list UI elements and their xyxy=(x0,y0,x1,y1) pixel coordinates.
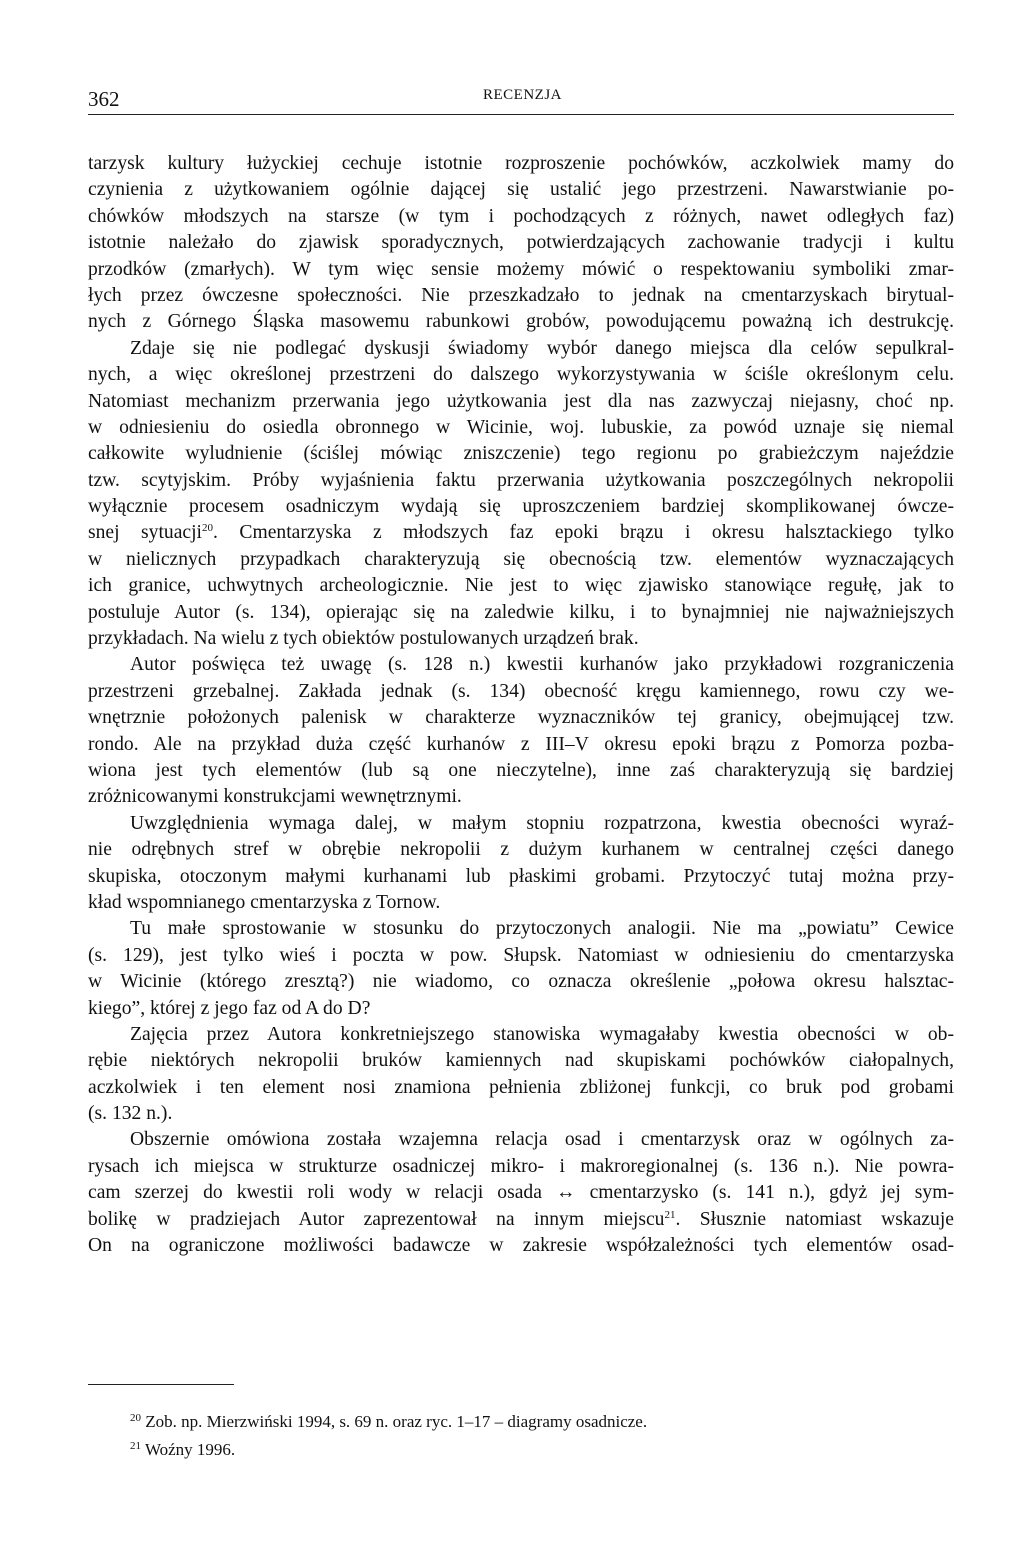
text-line: Zajęcia przez Autora konkretniejszego stanowiska wymagałaby kwestia obecności w ob- xyxy=(130,1023,954,1045)
text-line: w Wicinie (którego zresztą?) nie wiadomo, co oznacza określenie „połowa okresu halsztac- xyxy=(88,971,954,993)
text-line: rondo. Ale na przykład duża część kurhanów z III–V okresu epoki brązu z Pomorza pozba- xyxy=(88,733,954,755)
text-line: całkowite wyludnienie (ściślej mówiąc zniszczenie) tego regionu po grabieżczym najeździe xyxy=(88,443,954,465)
footnote-text: Woźny 1996. xyxy=(141,1440,236,1459)
body-text xyxy=(88,151,954,1259)
text-line: nie odrębnych stref w obrębie nekropolii z dużym kurhanem w centralnej części danego xyxy=(88,839,954,861)
footnote-number: 21 xyxy=(130,1440,141,1452)
text-line: zróżnicowanymi konstrukcjami wewnętrznymi. xyxy=(88,786,462,808)
text-line: snej sytuacji$^{20}$. Cmentarzyska z młodszych faz epoki brązu i okresu halsztackiego tylko xyxy=(88,522,954,544)
text-line: nych, a więc określonej przestrzeni do dalszego wykorzystywania w ściśle określonym celu. xyxy=(88,364,954,386)
text-line: wnętrznie położonych palenisk w charakterze wyznaczników tej granicy, obejmującej tzw. xyxy=(88,707,954,729)
text-line: (s. 132 n.). xyxy=(88,1103,173,1125)
text-line: aczkolwiek i ten element nosi znamiona pełnienia zbliżonej funkcji, co bruk pod grobami xyxy=(88,1076,954,1098)
text-line: skupiska, otoczonym małymi kurhanami lub płaskimi grobami. Przytoczyć tutaj można przy- xyxy=(88,865,954,887)
text-line: (s. 129), jest tylko wieś i poczta w pow. Słupsk. Natomiast w odniesieniu do cmentarzyska xyxy=(88,944,954,966)
text-line: w odniesieniu do osiedla obronnego w Wicinie, woj. lubuskie, za powód uznaje się niemal xyxy=(88,416,954,438)
text-line: Uwzględnienia wymaga dalej, w małym stopniu rozpatrzona, kwestia obecności wyraź- xyxy=(130,812,954,834)
text-line: w nielicznych przypadkach charakteryzują się obecnością tzw. elementów wyznaczających xyxy=(88,548,954,570)
text-line: chówków młodszych na starsze (w tym i pochodzących z różnych, nawet odległych faz) xyxy=(88,205,954,227)
footnotes xyxy=(88,1408,954,1464)
text-line: tzw. scytyjskim. Próby wyjaśnienia faktu przerwania użytkowania poszczególnych nekropolii xyxy=(88,469,954,491)
text-line: Tu małe sprostowanie w stosunku do przytoczonych analogii. Nie ma „powiatu” Cewice xyxy=(130,918,954,940)
text-line: Natomiast mechanizm przerwania jego użytkowania jest dla nas zazwyczaj niejasny, choć np. xyxy=(88,390,954,412)
footnote-separator xyxy=(88,1384,234,1385)
text-line: ich granice, uchwytnych archeologicznie. Nie jest to więc zjawisko stanowiące regułę, jak to xyxy=(88,575,954,597)
footnote-number: 20 xyxy=(130,1412,141,1424)
text-line: cam szerzej do kwestii roli wody w relacji osada ↔ cmentarzysko (s. 141 n.), gdyż jej sym- xyxy=(88,1182,954,1204)
text-line: Obszernie omówiona została wzajemna relacja osad i cmentarzysk oraz w ogólnych za- xyxy=(130,1129,954,1151)
text-line: kład wspomnianego cmentarzyska z Tornow. xyxy=(88,891,441,913)
footnote-ref: 21 xyxy=(664,1208,676,1221)
text-line: Zdaje się nie podlegać dyskusji świadomy wybór danego miejsca dla celów sepulkral- xyxy=(130,337,954,359)
footnote xyxy=(88,1436,954,1464)
footnote-ref: 20 xyxy=(202,522,213,535)
text-line: nych z Górnego Śląska masowemu rabunkowi grobów, powodującemu poważną ich destrukcję. xyxy=(88,311,954,333)
footnote xyxy=(88,1408,954,1436)
text-line: tarzysk kultury łużyckiej cechuje istotnie rozproszenie pochówków, aczkolwiek mamy do xyxy=(88,153,954,174)
text-line: On na ograniczone możliwości badawcze w zakresie współzależności tych elementów osad- xyxy=(88,1235,954,1257)
footnote-text: Zob. np. Mierzwiński 1994, s. 69 n. oraz ryc. 1–17 – diagramy osadnicze. xyxy=(141,1412,648,1431)
text-line: rębie niektórych nekropolii bruków kamiennych nad skupiskami pochówków ciałopalnych, xyxy=(88,1050,954,1072)
page-number: 362 xyxy=(88,87,120,111)
text-line: postuluje Autor (s. 134), opierając się na zaledwie kilku, i to bynajmniej nie najważniejszych xyxy=(88,601,954,623)
text-line: wiona jest tych elementów (lub są one nieczytelne), inne zaś charakteryzują się bardziej xyxy=(88,759,954,781)
page-header xyxy=(88,84,954,115)
text-line: czynienia z użytkowaniem ogólnie dającej się ustalić jego przestrzeni. Nawarstwianie po- xyxy=(88,179,954,201)
text-line: łych przez ówczesne społeczności. Nie przeszkadzało to jednak na cmentarzyskach birytual- xyxy=(88,284,954,306)
text-line: istotnie należało do zjawisk sporadycznych, potwierdzających zachowanie tradycji i kultu xyxy=(88,232,954,254)
text-line: przodków (zmarłych). W tym więc sensie możemy mówić o respektowaniu symboliki zmar- xyxy=(88,258,954,280)
text-line: rysach ich miejsca w strukturze osadniczej mikro- i makroregionalnej (s. 136 n.). Nie powra- xyxy=(88,1155,954,1177)
text-line: wyłącznie procesem osadniczym wydają się uproszczeniem bardziej skomplikowanej ówcze- xyxy=(88,496,954,518)
text-line: przykładach. Na wielu z tych obiektów postulowanych urządzeń brak. xyxy=(88,628,639,650)
text-line: przestrzeni grzebalnej. Zakłada jednak (s. 134) obecność kręgu kamiennego, rowu czy we- xyxy=(88,680,954,702)
text-line: kiego”, której z jego faz od A do D? xyxy=(88,997,371,1019)
text-line: Autor poświęca też uwagę (s. 128 n.) kwestii kurhanów jako przykładowi rozgraniczenia xyxy=(130,654,954,676)
text-line: bolikę w pradziejach Autor zaprezentował na innym miejscu$^{21}$. Słusznie natomiast wskazuje xyxy=(88,1208,954,1230)
running-head: RECENZJA xyxy=(483,87,562,103)
